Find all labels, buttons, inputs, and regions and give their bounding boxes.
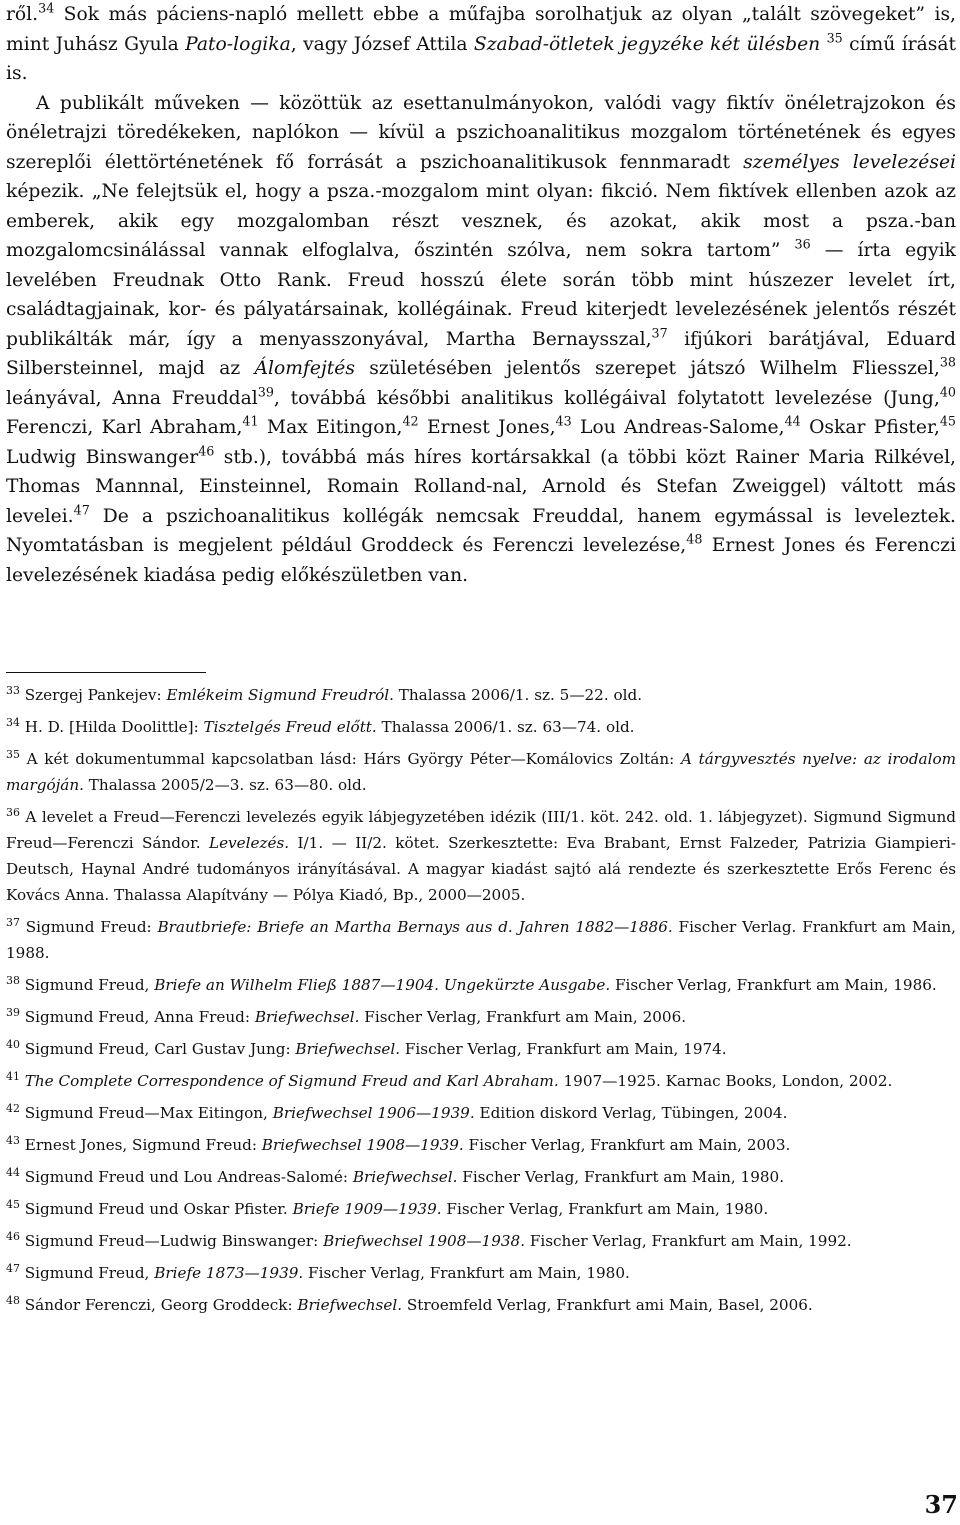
text-run: Sigmund Freud,	[24, 976, 155, 994]
text-run: ifjúkori barátjával, Eduard Silbersteinnel, majd az	[6, 328, 956, 379]
footnote-ref: 35	[826, 29, 843, 45]
text-run: Ernest Jones,	[418, 417, 556, 438]
text-run: Fischer Verlag, Frankfurt am Main, 2006.	[359, 1008, 687, 1026]
text-run: A publikált műveken — közöttük az esettanulmányokon, valódi vagy fiktív önéletrajzokon és önéletrajzi töredékeken, naplókon — kívül a pszichoanalitikus mozgalom történetének és egyes szereplői élettörténetének fő forrását a pszichoanalitikusok fennmaradt	[6, 92, 956, 173]
document-page	[6, 0, 957, 1314]
footnote-ref: 47	[73, 501, 90, 517]
text-run: H. D. [Hilda Doolittle]:	[24, 718, 204, 736]
footnote-37	[6, 914, 956, 966]
italic-text: Tisztelgés Freud előtt.	[203, 718, 377, 736]
text-run: I/1. — II/2. kötet. Szerkesztette: Eva Brabant, Ernst Falzeder, Patrizia Giampieri-Deutsch, Haynal André tudományos irányításával. A magyar kiadást sajtó alá rendezte és szerkesztette Erős Ferenc és Kovács Anna. Thalassa Alapítvány — Pólya Kiadó, Bp., 2000—2005.	[6, 834, 956, 904]
text-run: Edition diskord Verlag, Tübingen, 2004.	[474, 1104, 788, 1122]
text-run: Sándor Ferenczi, Georg Groddeck:	[24, 1296, 298, 1314]
footnote-ref: 44	[784, 413, 801, 429]
italic-text: Brautbriefe: Briefe an Martha Bernays aus d. Jahren 1882—1886.	[157, 918, 673, 936]
text-run: Max Eitingon,	[258, 417, 403, 438]
footnotes	[6, 682, 956, 1324]
text-run: című írását is.	[6, 33, 956, 84]
italic-text: Briefwechsel.	[254, 1008, 360, 1026]
italic-text: Briefwechsel 1908—1939.	[261, 1136, 464, 1154]
text-run: 1907—1925. Karnac Books, London, 2002.	[558, 1072, 893, 1090]
footnote-ref: 40	[939, 383, 957, 399]
footnote-separator	[6, 672, 206, 673]
italic-text: Briefwechsel.	[297, 1296, 403, 1314]
footnote-number: 46	[6, 1229, 20, 1243]
italic-text: Briefe 1873—1939.	[154, 1264, 304, 1282]
footnote-ref: 36	[794, 236, 811, 252]
text-run: Lou Andreas-Salome,	[571, 417, 785, 438]
text-run: Sigmund Freud und Oskar Pfister.	[24, 1200, 293, 1218]
italic-text: A tárgyvesztés nyelve: az irodalom margóján.	[6, 750, 957, 794]
text-run: születésében jelentős szerepet játszó Wilhelm Fliesszel,	[354, 358, 940, 379]
italic-text: Briefwechsel 1906—1939.	[272, 1104, 475, 1122]
text-run: Ludwig Binswanger	[6, 446, 199, 468]
text-run: , továbbá későbbi analitikus kollégáival folytatott levelezése (Jung,	[273, 387, 940, 409]
footnote-ref: 48	[686, 531, 703, 547]
footnote-48	[6, 1292, 956, 1318]
text-run: Fischer Verlag, Frankfurt am Main, 1980.	[303, 1264, 630, 1282]
footnote-number: 47	[6, 1261, 20, 1275]
main-text	[6, 0, 956, 590]
page-number: 37	[924, 1490, 958, 1519]
footnote-47	[6, 1260, 956, 1286]
footnote-number: 43	[6, 1133, 20, 1147]
text-run: Sigmund Freud—Ludwig Binswanger:	[24, 1232, 324, 1250]
text-run: Szergej Pankejev:	[24, 686, 167, 704]
text-run: képezik. „Ne felejtsük el, hogy a psza.-mozgalom mint olyan: fikció. Nem fiktívek ellenben azok az emberek, akik egy mozgalomban részt vesznek, és azokat, akik most a psza.-ban mozgalomcsinálással vannak elfoglalva, őszintén szólva, nem sokra tartom”	[6, 181, 956, 261]
paragraph-2	[6, 89, 956, 591]
text-run: Fischer Verlag, Frankfurt am Main, 1980.	[457, 1168, 785, 1186]
italic-text: Briefwechsel 1908—1938.	[323, 1232, 526, 1250]
text-run: Thalassa 2005/2—3. sz. 63—80. old.	[83, 776, 367, 794]
footnote-ref: 45	[939, 413, 956, 429]
text-run: Sigmund Freud:	[25, 918, 158, 936]
text-run: ről.	[6, 4, 39, 25]
footnote-number: 38	[6, 973, 20, 987]
footnote-41	[6, 1068, 956, 1094]
italic-text: Pato-logika	[185, 33, 291, 55]
italic-text: személyes levelezései	[743, 151, 956, 173]
footnote-number: 36	[6, 805, 20, 819]
footnote-ref: 42	[402, 413, 419, 429]
text-run: Fischer Verlag. Frankfurt am Main, 1988.	[6, 918, 957, 962]
footnote-number: 48	[6, 1293, 20, 1307]
text-run: — írta egyik levelében Freudnak Otto Rank. Freud hosszú élete során több mint húszezer levelet írt, családtagjainak, kor- és pályatársainak, kollégáinak. Freud kiterjedt levelezésének jelentős részét publikálták már, így a menyasszonyával, Martha Bernaysszal,	[6, 240, 956, 350]
italic-text: Szabad-ötletek jegyzéke két ülésben	[473, 33, 821, 55]
italic-text: The Complete Correspondence of Sigmund Freud and Karl Abraham.	[24, 1072, 559, 1090]
text-run: Fischer Verlag, Frankfurt am Main, 1992.	[525, 1232, 852, 1250]
footnote-ref: 37	[651, 324, 668, 340]
footnote-ref: 39	[257, 383, 274, 399]
italic-text: Briefwechsel.	[352, 1168, 458, 1186]
footnote-33	[6, 682, 956, 708]
footnote-number: 45	[6, 1197, 20, 1211]
text-run: Sigmund Freud,	[24, 1264, 155, 1282]
text-run: Stroemfeld Verlag, Frankfurt ami Main, Basel, 2006.	[402, 1296, 813, 1314]
footnote-ref: 46	[198, 442, 215, 458]
text-run: Fischer Verlag, Frankfurt am Main, 2003.	[463, 1136, 791, 1154]
footnote-number: 33	[6, 683, 20, 697]
footnote-number: 37	[6, 915, 20, 929]
text-run: Fischer Verlag, Frankfurt am Main, 1980.	[441, 1200, 769, 1218]
footnote-ref: 34	[38, 0, 55, 16]
text-run: stb.), továbbá más híres kortársakkal (a többi közt Rainer Maria Rilkével, Thomas Mannnal, Einsteinnel, Romain Rolland-nal, Arnold és Stefan Zweiggel) váltott más levelei.	[6, 446, 956, 527]
text-run: Fischer Verlag, Frankfurt am Main, 1974.	[400, 1040, 727, 1058]
text-run: Ferenczi, Karl Abraham,	[6, 417, 243, 438]
footnote-number: 35	[6, 747, 20, 761]
footnote-44	[6, 1164, 956, 1190]
italic-text: Álomfejtés	[254, 358, 355, 379]
footnote-number: 44	[6, 1165, 20, 1179]
footnote-number: 40	[6, 1037, 20, 1051]
footnote-ref: 41	[242, 413, 259, 429]
footnote-42	[6, 1100, 956, 1126]
text-run: Thalassa 2006/1. sz. 5—22. old.	[393, 686, 643, 704]
footnote-number: 34	[6, 715, 20, 729]
footnote-35	[6, 746, 956, 798]
text-run: De a pszichoanalitikus kollégák nemcsak Freuddal, hanem egymással is leveleztek. Nyomtatásban is megjelent például Groddeck és Ferenczi levelezése,	[6, 505, 956, 556]
footnote-number: 41	[6, 1069, 20, 1083]
text-run: Ernest Jones és Ferenczi levelezésének kiadása pedig előkészületben van.	[6, 535, 956, 586]
italic-text: Briefwechsel.	[295, 1040, 401, 1058]
text-run: Sok más páciens-napló mellett ebbe a műfajba sorolhatjuk az olyan „talált szövegeket” is, mint Juhász Gyula	[6, 4, 956, 55]
italic-text: Briefe 1909—1939.	[292, 1200, 442, 1218]
footnote-38	[6, 972, 956, 998]
paragraph-1	[6, 0, 956, 89]
text-run: Ernest Jones, Sigmund Freud:	[24, 1136, 262, 1154]
text-run: Oskar Pfister,	[800, 417, 940, 438]
text-run: Sigmund Freud, Carl Gustav Jung:	[24, 1040, 296, 1058]
footnote-number: 42	[6, 1101, 20, 1115]
text-run: Thalassa 2006/1. sz. 63—74. old.	[376, 718, 635, 736]
italic-text: Levelezés.	[208, 834, 290, 852]
footnote-ref: 43	[555, 413, 572, 429]
text-run: Sigmund Freud, Anna Freud:	[24, 1008, 255, 1026]
footnote-39	[6, 1004, 956, 1030]
footnote-43	[6, 1132, 956, 1158]
text-run: A két dokumentummal kapcsolatban lásd: Hárs György Péter—Komálovics Zoltán:	[26, 750, 681, 768]
text-run: Sigmund Freud und Lou Andreas-Salomé:	[24, 1168, 353, 1186]
footnote-34	[6, 714, 956, 740]
italic-text: Briefe an Wilhelm Fließ 1887—1904. Ungekürzte Ausgabe.	[154, 976, 611, 994]
footnote-45	[6, 1196, 956, 1222]
footnote-number: 39	[6, 1005, 20, 1019]
text-run: , vagy József Attila	[290, 33, 474, 55]
footnote-46	[6, 1228, 956, 1254]
text-run: Fischer Verlag, Frankfurt am Main, 1986.	[610, 976, 937, 994]
footnote-36	[6, 804, 956, 908]
footnote-40	[6, 1036, 956, 1062]
text-run: A levelet a Freud—Ferenczi levelezés egyik lábjegyzetében idézik (III/1. köt. 242. old. 1. lábjegyzet). Sigmund Sigmund Freud—Ferenczi Sándor.	[6, 808, 957, 852]
text-run: Sigmund Freud—Max Eitingon,	[24, 1104, 273, 1122]
italic-text: Emlékeim Sigmund Freudról.	[166, 686, 394, 704]
footnote-ref: 38	[939, 354, 956, 370]
text-run: leányával, Anna Freuddal	[6, 387, 258, 409]
